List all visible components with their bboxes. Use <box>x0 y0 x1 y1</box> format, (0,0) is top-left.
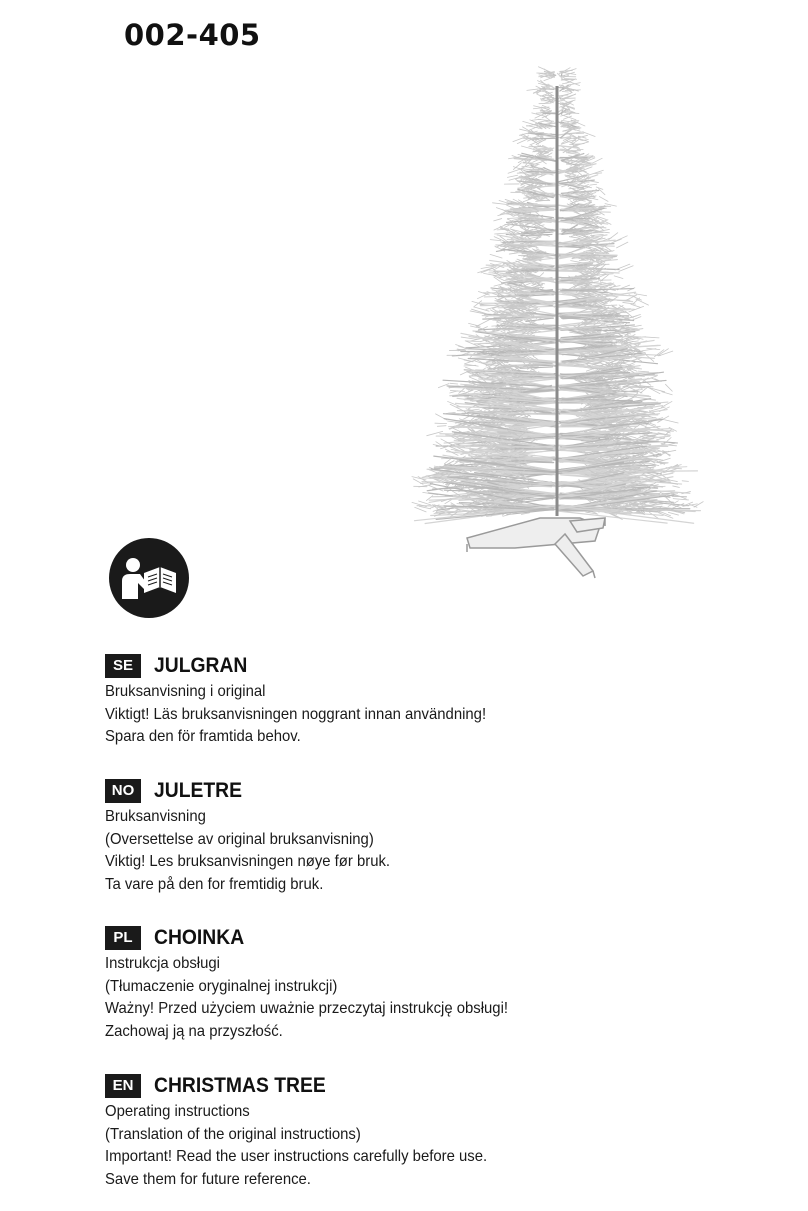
section-title: JULGRAN <box>154 654 248 677</box>
text-line: (Oversettelse av original bruksanvisning) <box>105 830 374 848</box>
section-no <box>105 777 705 896</box>
section-pl <box>105 924 705 1043</box>
text-line: (Tłumaczenie oryginalnej instrukcji) <box>105 977 338 995</box>
tree-stand <box>467 518 605 578</box>
section-title: JULETRE <box>154 779 243 802</box>
section-header <box>105 924 705 952</box>
text-line: Spara den för framtida behov. <box>105 728 301 745</box>
section-se <box>105 652 705 749</box>
model-number: 002-405 <box>124 18 261 52</box>
section-en <box>105 1072 705 1191</box>
section-header <box>105 777 705 805</box>
text-line: Operating instructions <box>105 1103 250 1120</box>
text-line: Zachowaj ją na przyszłość. <box>105 1022 283 1040</box>
read-manual-icon <box>108 537 190 619</box>
text-line: Viktigt! Läs bruksanvisningen noggrant innan användning! <box>105 705 487 723</box>
section-text <box>105 681 705 749</box>
text-line: Save them for future reference. <box>105 1170 311 1188</box>
christmas-tree-illustration <box>405 66 715 586</box>
section-text <box>105 1101 705 1191</box>
text-line: Bruksanvisning i original <box>105 683 266 700</box>
section-text <box>105 953 705 1043</box>
language-badge: NO <box>105 779 141 803</box>
section-title: CHOINKA <box>154 926 245 949</box>
section-title: CHRISTMAS TREE <box>154 1074 326 1097</box>
section-header <box>105 652 705 680</box>
language-badge: EN <box>105 1074 141 1098</box>
section-header <box>105 1072 705 1100</box>
text-line: Bruksanvisning <box>105 808 206 825</box>
text-line: Important! Read the user instructions carefully before use. <box>105 1148 488 1165</box>
language-badge: PL <box>105 926 141 950</box>
text-line: Ta vare på den for fremtidig bruk. <box>105 875 324 893</box>
language-badge: SE <box>105 654 141 678</box>
text-line: (Translation of the original instructions) <box>105 1125 361 1143</box>
text-line: Instrukcja obsługi <box>105 955 220 972</box>
text-line: Viktig! Les bruksanvisningen nøye før bruk. <box>105 853 391 870</box>
section-text <box>105 806 705 896</box>
text-line: Ważny! Przed użyciem uważnie przeczytaj instrukcję obsługi! <box>105 1000 509 1017</box>
